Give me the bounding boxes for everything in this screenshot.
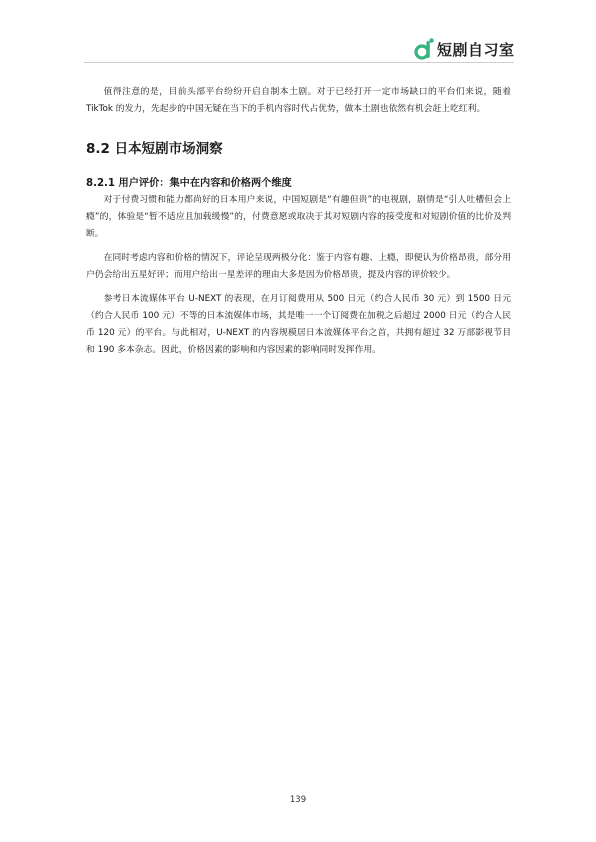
- body-paragraph: 参考日本流媒体平台 U-NEXT 的表现，在月订阅费用从 500 日元（约合人民币 30 元）到 1500 日元（约合人民币 100 元）不等的日本流媒体市场，其是唯一一个订阅费在加税之后超过 2000 日元（约合人民币 120 元）的平台。与此相对，U-NEXT 的内容规模居日本流媒体平台之首，共拥有超过 32 万部影视节目和 190 多本杂志。因此，价格因素的影响和内容因素的影响同时发挥作用。: [86, 294, 511, 355]
- logo-d-mark-icon: [414, 38, 434, 60]
- page-number: 139: [289, 795, 307, 805]
- subsection-heading: 8.2.1 用户评价：集中在内容和价格两个维度: [86, 178, 292, 189]
- logo-text: 短剧自习室: [437, 40, 515, 59]
- section-heading: 8.2 日本短剧市场洞察: [86, 141, 223, 157]
- page-content: [86, 84, 511, 366]
- body-paragraph: 对于付费习惯和能力都尚好的日本用户来说，中国短剧是“有趣但贵”的电视剧，剧情是“引人吐槽但会上瘾”的，体验是“暂不适应且加载缓慢”的，付费意愿或取决于其对短剧内容的接受度和对短剧价值的比价及判断。: [86, 195, 511, 239]
- brand-logo: [414, 36, 515, 62]
- page-header: [0, 0, 596, 70]
- header-divider: [84, 62, 514, 63]
- body-paragraph: 在同时考虑内容和价格的情况下，评论呈现两极分化：鉴于内容有趣、上瘾，即便认为价格昂贵，部分用户仍会给出五星好评；而用户给出一星差评的理由大多是因为价格昂贵，提及内容的评价较少。: [86, 253, 511, 280]
- intro-paragraph: 值得注意的是，目前头部平台纷纷开启自制本土剧。对于已经打开一定市场缺口的平台们来说，随着 TikTok 的发力，先起步的中国无疑在当下的手机内容时代占优势，做本土剧也依然有机会赶上吃红利。: [86, 87, 511, 114]
